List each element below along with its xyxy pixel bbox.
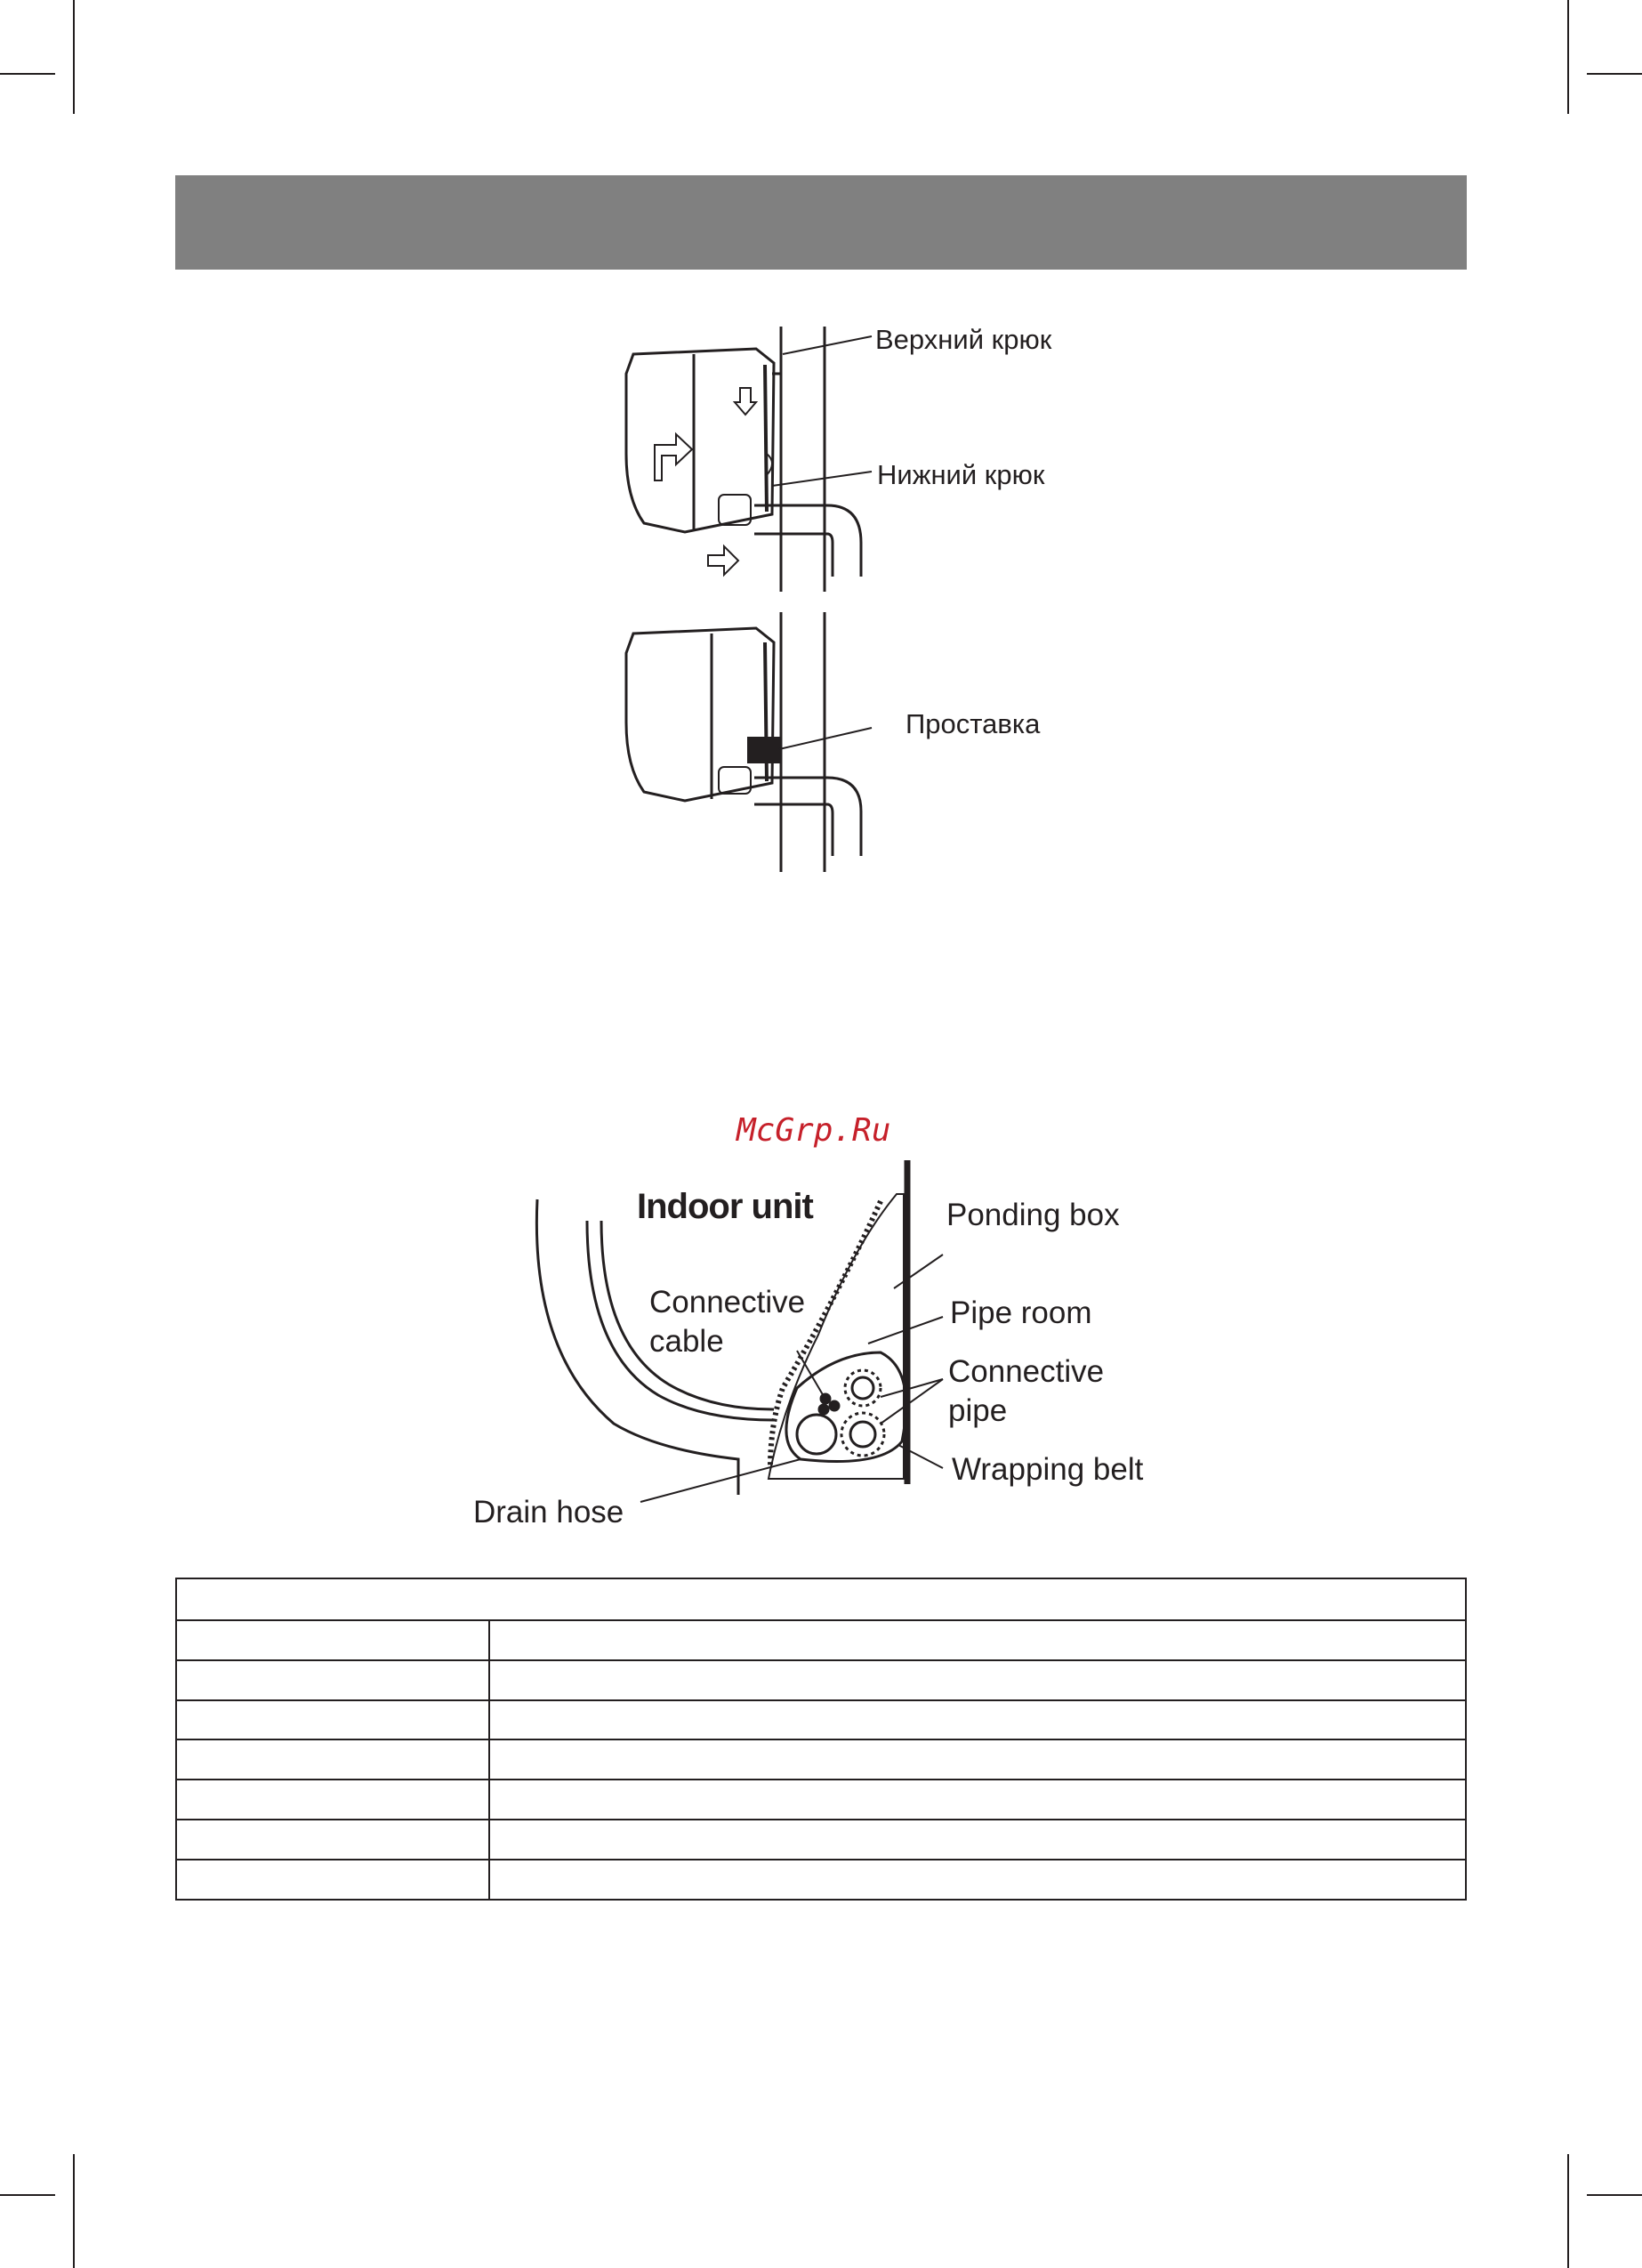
table-cell <box>489 1780 1466 1820</box>
label-lower-hook: Нижний крюк <box>877 459 1045 490</box>
label-connective-pipe-line1: Connective <box>948 1354 1105 1389</box>
table-cell <box>489 1860 1466 1900</box>
table-cell <box>489 1660 1466 1700</box>
crop-mark-bottom-left-h <box>0 2194 55 2196</box>
table-cell <box>176 1860 489 1900</box>
crop-mark-bottom-left-v <box>73 2154 75 2268</box>
figure-title-indoor-unit: Indoor unit <box>637 1187 813 1226</box>
crop-mark-bottom-right-h <box>1587 2194 1642 2196</box>
table-row <box>176 1820 1466 1860</box>
table-row <box>176 1860 1466 1900</box>
table-cell <box>489 1820 1466 1860</box>
table-row <box>176 1739 1466 1780</box>
table-cell <box>176 1700 489 1740</box>
table-row <box>176 1780 1466 1820</box>
table-cell <box>489 1700 1466 1740</box>
table-header-cell <box>176 1578 1466 1620</box>
label-ponding-box: Ponding box <box>946 1198 1120 1232</box>
spec-table <box>175 1578 1467 1901</box>
table-row <box>176 1700 1466 1740</box>
label-drain-hose: Drain hose <box>473 1495 624 1529</box>
label-pipe-room: Pipe room <box>950 1295 1092 1330</box>
crop-mark-bottom-right-v <box>1567 2154 1569 2268</box>
label-connective-cable-line1: Connective <box>649 1285 806 1320</box>
label-connective-pipe-line2: pipe <box>948 1393 1008 1428</box>
watermark: McGrp.Ru <box>736 1112 891 1149</box>
table-row <box>176 1620 1466 1660</box>
table-cell <box>176 1739 489 1780</box>
table-cell <box>176 1620 489 1660</box>
table-cell <box>176 1660 489 1700</box>
table-cell <box>176 1820 489 1860</box>
label-connective-cable-line2: cable <box>649 1324 724 1359</box>
table-row <box>176 1660 1466 1700</box>
label-spacer: Проставка <box>906 708 1041 739</box>
table-cell <box>176 1780 489 1820</box>
table-cell <box>489 1620 1466 1660</box>
label-upper-hook: Верхний крюк <box>875 324 1052 355</box>
label-wrapping-belt: Wrapping belt <box>952 1452 1144 1487</box>
table-cell <box>489 1739 1466 1780</box>
table-header-row <box>176 1578 1466 1620</box>
